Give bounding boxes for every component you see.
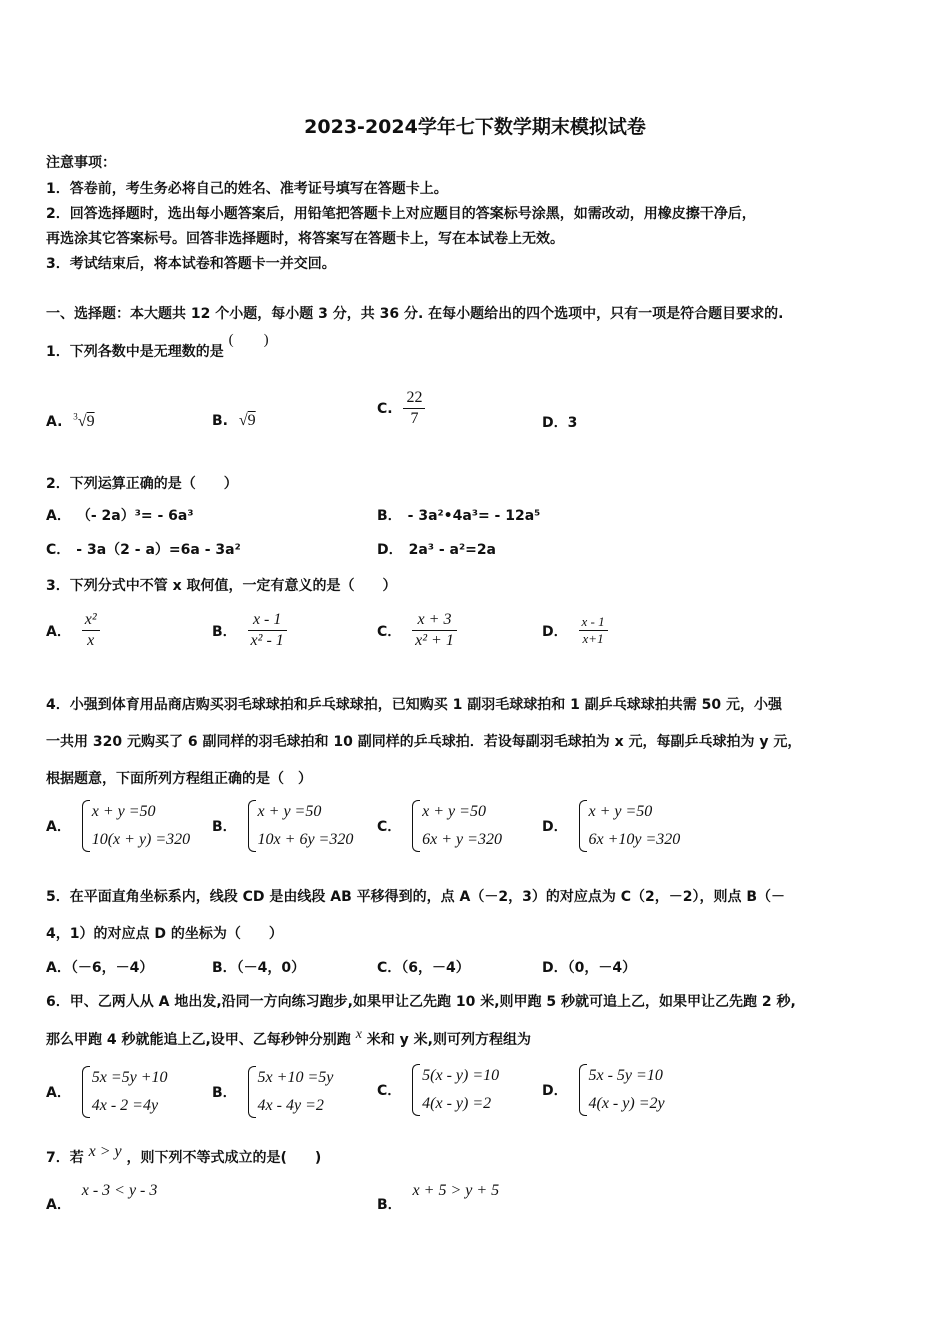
q6-option-b[interactable] (212, 1064, 333, 1120)
q6-option-a[interactable] (46, 1064, 168, 1120)
equation-system (82, 1064, 168, 1120)
q3-option-b[interactable] (212, 610, 287, 651)
option-label: D． (542, 819, 568, 835)
option-label: A． (46, 623, 71, 640)
q2-option-c[interactable] (46, 539, 241, 559)
q3-option-c[interactable] (377, 610, 457, 651)
option-label: B． (212, 623, 237, 640)
q6-option-d[interactable] (542, 1062, 665, 1118)
denominator: 7 (410, 410, 419, 427)
q4-option-a[interactable] (46, 798, 190, 854)
q5-line-1: 5．在平面直角坐标系内，线段 CD 是由线段 AB 平移得到的，点 A（－2，3）的对应点为 C（2，－2），则点 B（－ (46, 889, 786, 905)
denominator: x (87, 632, 95, 649)
fraction (248, 610, 287, 651)
radicand: 9 (247, 412, 256, 429)
numerator: x - 1 (579, 614, 608, 631)
q1-option-b[interactable] (212, 412, 256, 430)
q7-condition: x > y (88, 1143, 122, 1160)
brace-icon (579, 800, 587, 852)
q1-option-a[interactable] (46, 412, 95, 431)
fraction (82, 610, 100, 651)
q6-variable: x (355, 1027, 362, 1042)
option-label: C． (46, 542, 71, 558)
option-label: A． (46, 819, 71, 835)
equation: 4(x - y) =2 (422, 1095, 492, 1112)
numerator: x + 3 (412, 610, 457, 631)
q7-option-b[interactable] (377, 1182, 500, 1214)
equation-system (579, 798, 681, 854)
notice-item-2: 2．回答选择题时，选出每小题答案后，用铅笔把答题卡上对应题目的答案标号涂黑，如需改动，用橡皮擦干净后， (46, 206, 756, 222)
root-index: 3 (73, 412, 78, 422)
q4-option-d[interactable] (542, 798, 680, 854)
notice-item-1: 1．答卷前，考生务必将自己的姓名、准考证号填写在答题卡上。 (46, 181, 448, 197)
option-label: D． (542, 1083, 568, 1099)
denominator: x+1 (582, 631, 604, 646)
q7-option-a[interactable] (46, 1182, 158, 1214)
q7-text: 7．若 (46, 1150, 84, 1166)
q5-option-d[interactable]: D．（0，－4） (542, 960, 637, 976)
equation: 4x - 2 =4y (91, 1097, 159, 1114)
brace-icon (412, 1064, 420, 1116)
equation: x + y =50 (588, 803, 653, 820)
q2-option-d[interactable] (377, 539, 496, 559)
option-label: A． (46, 508, 71, 524)
equation: 5x +10 =5y (257, 1069, 334, 1086)
option-value: x + 5 > y + 5 (412, 1182, 500, 1199)
option-label: B. (212, 413, 228, 429)
notice-heading: 注意事项： (46, 155, 116, 171)
brace-icon (248, 1066, 256, 1118)
notice-item-3: 3．考试结束后，将本试卷和答题卡一并交回。 (46, 256, 336, 272)
q5-line-2: 4，1）的对应点 D 的坐标为（ ） (46, 926, 283, 942)
q5-option-c[interactable]: C．（6，－4） (377, 960, 470, 976)
option-label: D． (377, 542, 403, 558)
equation: 10x + 6y =320 (257, 831, 354, 848)
option-value: - 3a²•4a³= - 12a⁵ (407, 508, 541, 524)
option-label: B． (212, 1085, 237, 1101)
notice-item-2-cont: 再选涂其它答案标号。回答非选择题时，将答案写在答题卡上，写在本试卷上无效。 (46, 231, 564, 247)
equation: 5(x - y) =10 (422, 1067, 500, 1084)
q3-option-d[interactable] (542, 614, 608, 647)
q4-line-2: 一共用 320 元购买了 6 副同样的羽毛球拍和 10 副同样的乒乓球拍．若设每副羽毛球拍为 x 元，每副乒乓球拍为 y 元， (46, 734, 802, 750)
equation-system (248, 1064, 334, 1120)
fraction (403, 388, 425, 429)
equation: x + y =50 (422, 803, 486, 820)
equation-system (82, 798, 190, 854)
q4-option-c[interactable] (377, 798, 502, 854)
q6-text: 米和 y 米,则可列方程组为 (366, 1032, 531, 1048)
equation: 10(x + y) =320 (91, 831, 191, 848)
option-label: C． (377, 623, 402, 640)
q7-stem (46, 1143, 322, 1167)
brace-icon (579, 1064, 587, 1116)
q1-option-c[interactable] (377, 388, 425, 429)
q3-stem: 3．下列分式中不管 x 取何值，一定有意义的是（ ） (46, 578, 397, 594)
option-label: B． (377, 1197, 402, 1213)
option-label: D． (542, 415, 568, 431)
q4-line-1: 4．小强到体育用品商店购买羽毛球球拍和乒乓球球拍，已知购买 1 副羽毛球球拍和 1 副乒乓球球拍共需 50 元，小强 (46, 697, 782, 713)
equation: 6x +10y =320 (588, 831, 681, 848)
equation: 5x =5y +10 (91, 1069, 168, 1086)
denominator: x² - 1 (250, 632, 284, 649)
cube-root: $^3$√9 (73, 412, 95, 431)
fraction (412, 610, 457, 651)
q1-paren: ( ) (228, 332, 269, 348)
denominator: x² + 1 (415, 632, 454, 649)
equation-system (579, 1062, 665, 1118)
option-label: A． (46, 1197, 71, 1213)
option-label: C． (377, 1083, 402, 1099)
option-value: 3 (567, 415, 578, 431)
option-label: C. (377, 400, 393, 417)
option-label: A． (46, 1085, 71, 1101)
equation: 6x + y =320 (422, 831, 502, 848)
numerator: x - 1 (248, 610, 287, 631)
q6-line-1: 6．甲、乙两人从 A 地出发,沿同一方向练习跑步,如果甲让乙先跑 10 米,则甲跑 5 秒就可追上乙，如果甲让乙先跑 2 秒, (46, 994, 796, 1010)
q2-stem: 2．下列运算正确的是（ ） (46, 476, 238, 492)
fraction (579, 614, 608, 647)
section-heading: 一、选择题：本大题共 12 个小题，每小题 3 分，共 36 分. 在每小题给出的四个选项中，只有一项是符合题目要求的. (46, 306, 784, 322)
q6-option-c[interactable] (377, 1062, 499, 1118)
option-label: D． (542, 623, 568, 640)
option-label: B． (377, 508, 402, 524)
equation-system (248, 798, 354, 854)
q4-option-b[interactable] (212, 798, 353, 854)
equation: x + y =50 (91, 803, 156, 820)
q1-option-d[interactable] (542, 412, 577, 432)
q7-text: ，则下列不等式成立的是( ) (126, 1150, 322, 1166)
q5-option-b[interactable]: B．（－4，0） (212, 960, 306, 976)
brace-icon (82, 1066, 90, 1118)
option-value: - 3a（2 - a）=6a - 3a² (76, 542, 241, 558)
radicand: 9 (86, 413, 95, 431)
q6-text: 那么甲跑 4 秒就能追上乙,设甲、乙每秒钟分别跑 (46, 1032, 351, 1048)
option-value: x - 3 < y - 3 (81, 1182, 158, 1199)
q3-option-a[interactable] (46, 610, 100, 651)
equation-system (412, 798, 502, 854)
q1-stem (46, 332, 269, 361)
equation: 4x - 4y =2 (257, 1097, 324, 1114)
numerator: 22 (403, 388, 425, 409)
option-value: （- 2a）³= - 6a³ (76, 508, 194, 524)
numerator: x² (82, 610, 100, 631)
equation: x + y =50 (257, 803, 322, 820)
equation: 4(x - y) =2y (588, 1095, 665, 1112)
q2-option-a[interactable] (46, 505, 193, 525)
q4-line-3: 根据题意，下面所列方程组正确的是（ ） (46, 771, 312, 787)
q2-option-b[interactable] (377, 505, 540, 525)
option-value: 2a³ - a²=2a (408, 542, 497, 558)
page-title: 2023-2024学年七下数学期末模拟试卷 (304, 116, 646, 138)
q5-option-a[interactable]: A．（－6，－4） (46, 960, 154, 976)
brace-icon (82, 800, 90, 852)
square-root: √9 (238, 412, 256, 429)
brace-icon (248, 800, 256, 852)
q1-stem-text: 1．下列各数中是无理数的是 (46, 344, 224, 360)
equation-system (412, 1062, 499, 1118)
brace-icon (412, 800, 420, 852)
q6-line-2 (46, 1029, 531, 1049)
option-label: A. (46, 414, 63, 431)
option-label: B． (212, 819, 237, 835)
option-label: C． (377, 819, 402, 835)
equation: 5x - 5y =10 (588, 1067, 663, 1084)
